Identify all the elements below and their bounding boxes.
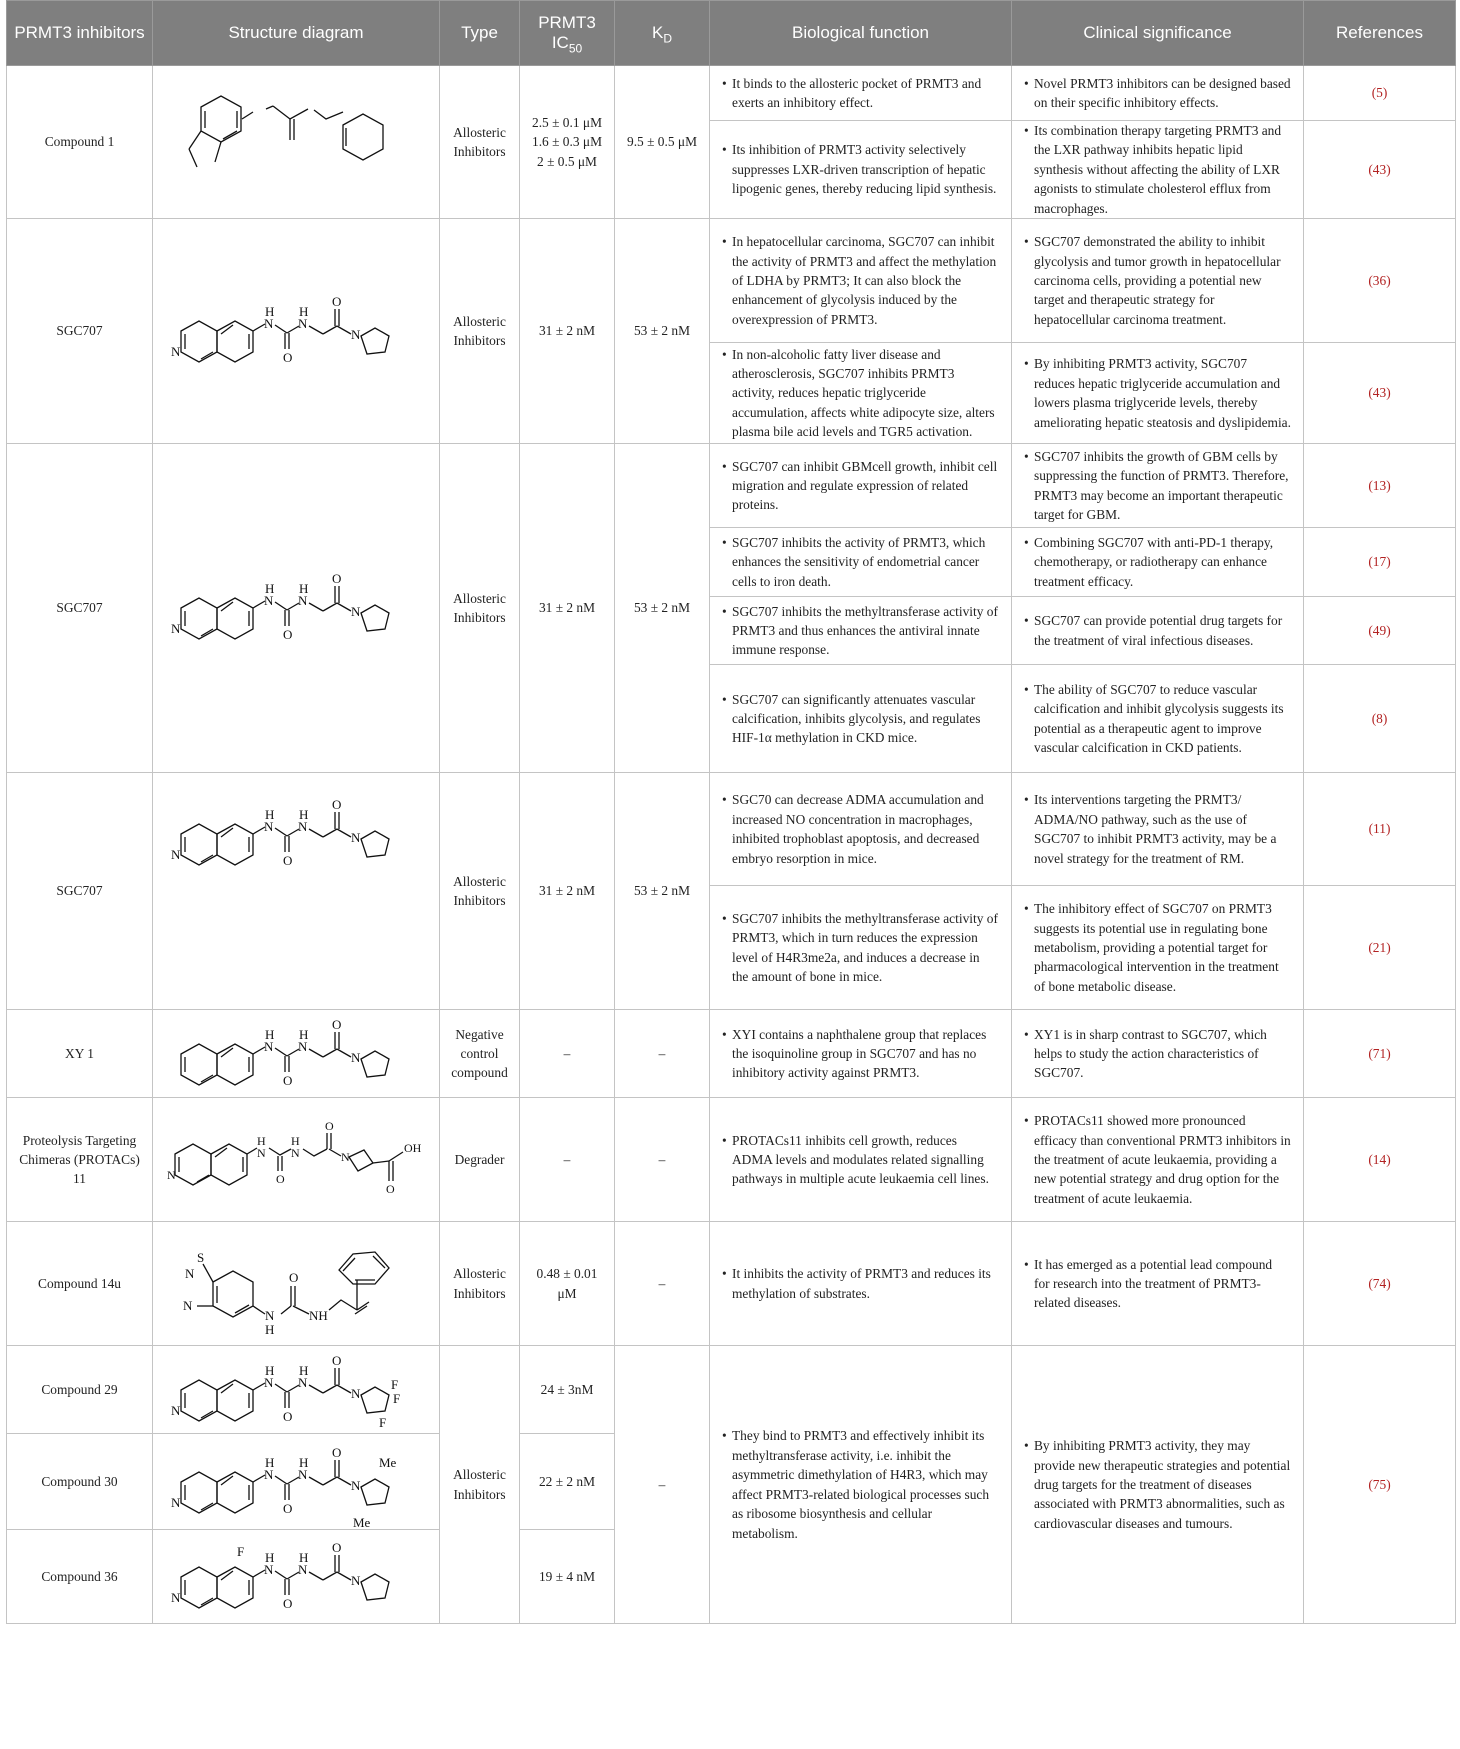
- bond: [309, 326, 323, 334]
- clin-text: • XY1 is in sharp contrast to SGC707, which helps to study the action characteristics of SGC707.: [1034, 1025, 1291, 1083]
- bio-cell: [710, 219, 1012, 343]
- bio-text: • XYI contains a naphthalene group that replaces the isoquinoline group in SGC707 and has no inhibitory activity against PRMT3.: [732, 1025, 999, 1083]
- type-cell: Allosteric Inhibitors: [440, 219, 520, 444]
- header-inhibitors: PRMT3 inhibitors: [7, 1, 153, 66]
- bond: [309, 1477, 323, 1485]
- atom-label: N: [341, 1149, 350, 1164]
- ref-cell: (13): [1304, 444, 1456, 528]
- atom-label: F: [393, 1390, 401, 1406]
- atom-label: H: [299, 1454, 309, 1470]
- atom-label: N: [264, 1561, 274, 1577]
- atom-label: O: [325, 1118, 334, 1133]
- ic50-cell: –: [520, 1010, 615, 1098]
- type-cell: Degrader: [440, 1098, 520, 1222]
- header-type: Type: [440, 1, 520, 66]
- structure-sgc707: [153, 276, 440, 386]
- bond: [275, 602, 287, 610]
- ring: [217, 824, 253, 865]
- atom-label: N: [351, 604, 361, 620]
- bond: [323, 1477, 337, 1485]
- atom-label: N: [298, 819, 308, 835]
- clin-cell: [1012, 1222, 1304, 1346]
- type-cell: Allosteric Inhibitors: [440, 773, 520, 1010]
- bio-text: • It binds to the allosteric pocket of PRMT3 and exerts an inhibitory effect.: [732, 74, 999, 113]
- atom-label: N: [264, 1038, 274, 1054]
- atom-label: N: [298, 1374, 308, 1390]
- header-clin: Clinical significance: [1012, 1, 1304, 66]
- atom-label: H: [291, 1133, 300, 1148]
- bio-text: • SGC707 inhibits the activity of PRMT3, which enhances the sensitivity of endometrial cancer cells to iron death.: [732, 533, 999, 591]
- atom-label: O: [332, 1539, 342, 1555]
- header-ic50-label: IC: [551, 33, 569, 52]
- structure-compound-1: [153, 67, 440, 217]
- clin-text: • SGC707 demonstrated the ability to inhibit glycolysis and tumor growth in hepatocellular carcinoma cells, providing a potential new target and therapeutic strategy for hepatocellular carcinoma treatment.: [1034, 232, 1291, 329]
- compound-name: SGC707: [7, 444, 153, 773]
- bio-cell: [710, 1222, 1012, 1346]
- atom-label: N: [264, 316, 274, 332]
- bond: [337, 603, 351, 611]
- atom-label: F: [391, 1376, 399, 1392]
- atom-label: O: [283, 1595, 293, 1611]
- ring: [181, 1567, 217, 1608]
- structure-protacs11: [153, 1105, 440, 1215]
- atom-label: N: [265, 1307, 275, 1323]
- ref-cell: (21): [1304, 886, 1456, 1010]
- atom-label: N: [171, 1589, 181, 1605]
- ring: [361, 605, 389, 631]
- bio-cell: [710, 528, 1012, 597]
- kd-cell: 9.5 ± 0.5 μM: [615, 66, 710, 219]
- atom-label: N: [171, 847, 181, 863]
- ring: [181, 1380, 217, 1421]
- bio-text: • PROTACs11 inhibits cell growth, reduces ADMA levels and modulates related signalling pathways in multiple acute leukaemia cell lines.: [732, 1131, 999, 1189]
- compound-name: SGC707: [7, 773, 153, 1010]
- type-cell: Allosteric Inhibitors: [440, 1222, 520, 1346]
- atom-label: N: [171, 1402, 181, 1418]
- atom-label: O: [283, 350, 293, 366]
- clin-text: • It has emerged as a potential lead compound for research into the treatment of PRMT3-related diseases.: [1034, 1255, 1291, 1313]
- bio-text: • Its inhibition of PRMT3 activity selectively suppresses LXR-driven transcription of hepatic lipogenic genes, thereby reducing lipid synthesis.: [732, 140, 999, 198]
- clin-cell: [1012, 773, 1304, 886]
- atom-label: N: [351, 1385, 361, 1401]
- bio-cell: [710, 597, 1012, 665]
- bio-cell: [710, 1098, 1012, 1222]
- table-row: [7, 773, 1456, 886]
- atom-label: H: [265, 807, 275, 823]
- ref-cell: (17): [1304, 528, 1456, 597]
- atom-label: O: [332, 797, 342, 813]
- ic50-value: 2.5 ± 0.1 μM: [532, 114, 602, 130]
- bio-cell: [710, 773, 1012, 886]
- structure-diagram: [153, 444, 440, 773]
- atom-label: H: [299, 581, 309, 597]
- atom-label: N: [351, 1572, 361, 1588]
- table-row: [7, 444, 1456, 528]
- bond: [275, 1571, 287, 1579]
- structure-xy1: [153, 1011, 440, 1097]
- atom-label: H: [265, 1026, 275, 1042]
- structure-diagram: [153, 1010, 440, 1098]
- atom-label: N: [298, 593, 308, 609]
- header-kd-label: K: [651, 23, 664, 43]
- ring: [181, 1044, 217, 1085]
- ic50-cell: 19 ± 4 nM: [520, 1530, 615, 1624]
- compound-name: Proteolysis Targeting Chimeras (PROTACs) 11: [7, 1098, 153, 1222]
- ring: [181, 321, 217, 362]
- ring: [217, 598, 253, 639]
- ring: [361, 831, 389, 857]
- atom-label: N: [171, 1494, 181, 1510]
- ring: [217, 1567, 253, 1608]
- bond: [221, 1048, 233, 1057]
- bond: [323, 326, 337, 334]
- clin-text: • Combining SGC707 with anti-PD-1 therapy, chemotherapy, or radiotherapy can enhance treatment efficacy.: [1034, 533, 1291, 591]
- atom-label: H: [299, 304, 309, 320]
- ic50-cell: 24 ± 3nM: [520, 1346, 615, 1434]
- atom-label: N: [167, 1167, 176, 1182]
- ring: [181, 1472, 217, 1513]
- table-row: [7, 66, 1456, 121]
- bio-text: • SGC707 can inhibit GBMcell growth, inhibit cell migration and regulate expression of related proteins.: [732, 457, 999, 515]
- clin-text: • SGC707 can provide potential drug targets for the treatment of viral infectious diseases.: [1034, 611, 1291, 650]
- compound-name: Compound 14u: [7, 1222, 153, 1346]
- compound-name: Compound 29: [7, 1346, 153, 1434]
- header-row: [7, 1, 1456, 66]
- structure-diagram: [153, 1222, 440, 1346]
- ref-cell: (43): [1304, 121, 1456, 219]
- ref-cell: (14): [1304, 1098, 1456, 1222]
- atom-label: O: [283, 1500, 293, 1516]
- bio-cell: [710, 1346, 1012, 1624]
- atom-label: N: [351, 1477, 361, 1493]
- atom-label: N: [183, 1297, 193, 1313]
- ring: [181, 824, 217, 865]
- kd-cell: –: [615, 1098, 710, 1222]
- type-cell: Allosteric Inhibitors: [440, 1346, 520, 1624]
- atom-label: H: [265, 1549, 275, 1565]
- ref-cell: (71): [1304, 1010, 1456, 1098]
- atom-label: H: [299, 1549, 309, 1565]
- kd-cell: 53 ± 2 nM: [615, 219, 710, 444]
- bond: [309, 1049, 323, 1057]
- ring: [361, 1479, 389, 1505]
- table-row: [7, 1098, 1456, 1222]
- header-bio: Biological function: [710, 1, 1012, 66]
- bio-text: • SGC70 can decrease ADMA accumulation and increased NO concentration in macrophages, inhibited trophoblast apoptosis, and decreased embryo resorption in mice.: [732, 790, 999, 868]
- bond: [323, 1385, 337, 1393]
- atom-label: N: [298, 1561, 308, 1577]
- clin-text: • Novel PRMT3 inhibitors can be designed based on their specific inhibitory effects.: [1034, 74, 1291, 113]
- atom-label: N: [298, 1038, 308, 1054]
- bio-cell: [710, 444, 1012, 528]
- bond: [221, 602, 233, 611]
- ic50-cell: –: [520, 1098, 615, 1222]
- atom-label: O: [283, 1408, 293, 1424]
- prmt3-inhibitors-table: [6, 0, 1456, 1624]
- atom-label: F: [379, 1414, 387, 1430]
- bio-text: • They bind to PRMT3 and effectively inhibit its methyltransferase activity, i.e. inhibit the asymmetric dimethylation of H4R3, which may affect PRMT3-related biological processes such as ribosome biosynthesis and cellular metabolism.: [732, 1426, 999, 1543]
- ref-cell: (11): [1304, 773, 1456, 886]
- structure-sgc707: [153, 779, 440, 889]
- atom-label: O: [283, 627, 293, 643]
- compound-name: SGC707: [7, 219, 153, 444]
- ref-cell: (36): [1304, 219, 1456, 343]
- ref-cell: (43): [1304, 343, 1456, 444]
- ref-cell: (8): [1304, 665, 1456, 773]
- table-row: [7, 1222, 1456, 1346]
- atom-label: O: [332, 1444, 342, 1460]
- table-row: [7, 1010, 1456, 1098]
- bond: [309, 829, 323, 837]
- ic50-cell: 31 ± 2 nM: [520, 219, 615, 444]
- clin-cell: [1012, 66, 1304, 121]
- clin-text: • SGC707 inhibits the growth of GBM cells by suppressing the function of PRMT3. Therefore, PRMT3 may become an important therapeutic target for GBM.: [1034, 447, 1291, 525]
- bond: [275, 828, 287, 836]
- type-cell: Allosteric Inhibitors: [440, 444, 520, 773]
- ic50-cell: [520, 66, 615, 219]
- atom-label: N: [185, 1265, 195, 1281]
- clin-cell: [1012, 528, 1304, 597]
- ring: [361, 1051, 389, 1077]
- bond: [221, 1476, 233, 1485]
- compound-name: Compound 30: [7, 1434, 153, 1530]
- ring: [361, 328, 389, 354]
- bio-text: • SGC707 inhibits the methyltransferase activity of PRMT3, which in turn reduces the expression level of H4R3me2a, and induces a decrease in the amount of bone in mice.: [732, 909, 999, 987]
- clin-cell: [1012, 597, 1304, 665]
- atom-label: N: [264, 593, 274, 609]
- type-cell: Allosteric Inhibitors: [440, 66, 520, 219]
- atom-label: N: [298, 316, 308, 332]
- atom-label: H: [265, 304, 275, 320]
- ic50-cell: 31 ± 2 nM: [520, 444, 615, 773]
- atom-label: H: [265, 1321, 275, 1337]
- structure-diagram: [153, 219, 440, 444]
- clin-cell: [1012, 219, 1304, 343]
- bio-text: • SGC707 can significantly attenuates vascular calcification, inhibits glycolysis, and regulates HIF-1α methylation in CKD mice.: [732, 690, 999, 748]
- ic50-value: 1.6 ± 0.3 μM: [532, 134, 602, 150]
- atom-label: Me: [353, 1514, 371, 1529]
- bio-cell: [710, 66, 1012, 121]
- compound-name: XY 1: [7, 1010, 153, 1098]
- header-ic50-sub: 50: [568, 41, 583, 56]
- kd-cell: 53 ± 2 nM: [615, 444, 710, 773]
- header-structure: Structure diagram: [153, 1, 440, 66]
- atom-label: O: [332, 294, 342, 310]
- atom-label: NH: [309, 1307, 328, 1323]
- bio-text: • It inhibits the activity of PRMT3 and reduces its methylation of substrates.: [732, 1264, 999, 1303]
- bond: [337, 1385, 351, 1393]
- structure-diagram: [153, 1434, 440, 1530]
- bond: [275, 1476, 287, 1484]
- atom-labels: [167, 1119, 422, 1196]
- bio-cell: [710, 665, 1012, 773]
- ref-cell: (49): [1304, 597, 1456, 665]
- ring: [217, 321, 253, 362]
- clin-cell: [1012, 444, 1304, 528]
- clin-cell: [1012, 1346, 1304, 1624]
- atom-label: H: [265, 1362, 275, 1378]
- bio-cell: [710, 1010, 1012, 1098]
- atom-label: H: [299, 1362, 309, 1378]
- clin-text: • By inhibiting PRMT3 activity, they may provide new therapeutic strategies and potential drug targets for the treatment of diseases associated with PRMT3 abnormalities, such as cardiovascular diseases and tumours.: [1034, 1436, 1291, 1533]
- clin-cell: [1012, 1098, 1304, 1222]
- atom-label: O: [276, 1171, 285, 1186]
- clin-cell: [1012, 121, 1304, 219]
- bond: [337, 326, 351, 334]
- bond: [221, 1571, 233, 1580]
- atom-label: N: [171, 344, 181, 360]
- atom-label: N: [351, 327, 361, 343]
- atom-label: O: [332, 571, 342, 587]
- atom-label: O: [332, 1016, 342, 1032]
- atom-label: N: [351, 1049, 361, 1065]
- structure-diagram: [153, 1346, 440, 1434]
- atom-label: H: [265, 581, 275, 597]
- header-ic50: [520, 1, 615, 66]
- clin-cell: [1012, 343, 1304, 444]
- bond: [309, 603, 323, 611]
- atom-label: N: [264, 1466, 274, 1482]
- atom-label: O: [283, 1072, 293, 1088]
- bond: [275, 1384, 287, 1392]
- atom-label: Me: [379, 1454, 397, 1470]
- bio-cell: [710, 343, 1012, 444]
- structure-diagram: [153, 1530, 440, 1624]
- compound-name: Compound 36: [7, 1530, 153, 1624]
- ic50-cell: 22 ± 2 nM: [520, 1434, 615, 1530]
- ring: [361, 1387, 389, 1413]
- ic50-cell: 31 ± 2 nM: [520, 773, 615, 1010]
- bond: [221, 1384, 233, 1393]
- clin-cell: [1012, 1010, 1304, 1098]
- atom-label: N: [291, 1145, 300, 1160]
- compound-name: Compound 1: [7, 66, 153, 219]
- atom-label: N: [171, 621, 181, 637]
- bio-cell: [710, 886, 1012, 1010]
- table-row: [7, 219, 1456, 343]
- header-ic50-main: PRMT3: [538, 13, 596, 33]
- atom-label: N: [298, 1466, 308, 1482]
- bond: [337, 829, 351, 837]
- type-cell: Negative control compound: [440, 1010, 520, 1098]
- clin-cell: [1012, 886, 1304, 1010]
- atom-label: H: [265, 1454, 275, 1470]
- ref-cell: (75): [1304, 1346, 1456, 1624]
- ring: [361, 1574, 389, 1600]
- structure-compound-30: [153, 1435, 440, 1529]
- atom-label: H: [299, 1026, 309, 1042]
- clin-text: • Its interventions targeting the PRMT3/ ADMA/NO pathway, such as the use of SGC707 to inhibit PRMT3 activity, may be a novel strategy for the treatment of RM.: [1034, 790, 1291, 868]
- header-kd: [615, 1, 710, 66]
- atom-label: O: [289, 1269, 299, 1285]
- structure-diagram: [153, 66, 440, 219]
- structure-compound-29: [153, 1347, 440, 1433]
- structure-diagram: [153, 1098, 440, 1222]
- bond: [337, 1572, 351, 1580]
- clin-text: • Its combination therapy targeting PRMT3 and the LXR pathway inhibits hepatic lipid synthesis without affecting the ability of LXR agonists to stimulate cholesterol efflux from macrophages.: [1034, 121, 1291, 218]
- atom-label: S: [197, 1249, 205, 1265]
- atom-label: OH: [404, 1140, 422, 1155]
- bio-text: • In hepatocellular carcinoma, SGC707 can inhibit the activity of PRMT3 and affect the methylation of LDHA by PRMT3; It can also block the enhancement of glycolysis induced by the overexpression of PRMT3.: [732, 232, 999, 329]
- atom-label: H: [299, 807, 309, 823]
- atom-label: O: [283, 853, 293, 869]
- ring: [217, 1380, 253, 1421]
- atom-label: N: [264, 819, 274, 835]
- structure-compound-14u: [153, 1224, 440, 1344]
- structure-compound-36: [153, 1532, 440, 1622]
- header-refs: References: [1304, 1, 1456, 66]
- clin-text: • The inhibitory effect of SGC707 on PRMT3 suggests its potential use in regulating bone metabolism, providing a potential target for pharmacological intervention in the treatment of bone metabolic disease.: [1034, 899, 1291, 996]
- clin-cell: [1012, 665, 1304, 773]
- kd-cell: 53 ± 2 nM: [615, 773, 710, 1010]
- structure-diagram: [153, 773, 440, 1010]
- clin-text: • By inhibiting PRMT3 activity, SGC707 reduces hepatic triglyceride accumulation and lowers plasma triglyceride levels, thereby ameliorating hepatic steatosis and dyslipidemia.: [1034, 354, 1291, 432]
- bio-text: • In non-alcoholic fatty liver disease and atherosclerosis, SGC707 inhibits PRMT3 activity, reduces hepatic triglyceride accumulation, affects white adipocyte size, alters plasma bile acid levels and TGR5 activation.: [732, 345, 999, 442]
- bond: [275, 325, 287, 333]
- atom-label: N: [351, 830, 361, 846]
- header-kd-sub: D: [663, 31, 672, 46]
- atom-label: N: [257, 1145, 266, 1160]
- ic50-value: 2 ± 0.5 μM: [537, 153, 597, 169]
- ring: [181, 598, 217, 639]
- bio-text: • SGC707 inhibits the methyltransferase activity of PRMT3 and thus enhances the antiviral innate immune response.: [732, 602, 999, 660]
- bond: [221, 325, 233, 334]
- clin-text: • PROTACs11 showed more pronounced efficacy than conventional PRMT3 inhibitors in the treatment of acute leukaemia, providing a new potential strategy and drug option for the treatment of acute leukaemia.: [1034, 1111, 1291, 1208]
- structure-sgc707: [153, 553, 440, 663]
- ring: [217, 1472, 253, 1513]
- atom-label: F: [237, 1543, 245, 1559]
- atom-label: O: [332, 1352, 342, 1368]
- bond: [323, 1572, 337, 1580]
- bond: [309, 1385, 323, 1393]
- ring: [217, 1044, 253, 1085]
- atom-labels: [183, 1250, 328, 1337]
- kd-cell: –: [615, 1346, 710, 1624]
- bond: [275, 1048, 287, 1056]
- atom-label: O: [386, 1181, 395, 1196]
- kd-cell: –: [615, 1010, 710, 1098]
- bond: [323, 1049, 337, 1057]
- atom-label: N: [264, 1374, 274, 1390]
- clin-text: • The ability of SGC707 to reduce vascular calcification and inhibit glycolysis suggests its potential as a therapeutic agent to improve vascular calcification in CKD patients.: [1034, 680, 1291, 758]
- kd-cell: –: [615, 1222, 710, 1346]
- bond: [323, 603, 337, 611]
- bond: [337, 1049, 351, 1057]
- bond: [309, 1572, 323, 1580]
- table-row: [7, 1346, 1456, 1434]
- bond: [221, 828, 233, 837]
- bond: [323, 829, 337, 837]
- ref-cell: (74): [1304, 1222, 1456, 1346]
- bio-cell: [710, 121, 1012, 219]
- ref-cell: (5): [1304, 66, 1456, 121]
- ic50-cell: 0.48 ± 0.01 μM: [520, 1222, 615, 1346]
- atom-label: H: [257, 1133, 266, 1148]
- bond: [337, 1477, 351, 1485]
